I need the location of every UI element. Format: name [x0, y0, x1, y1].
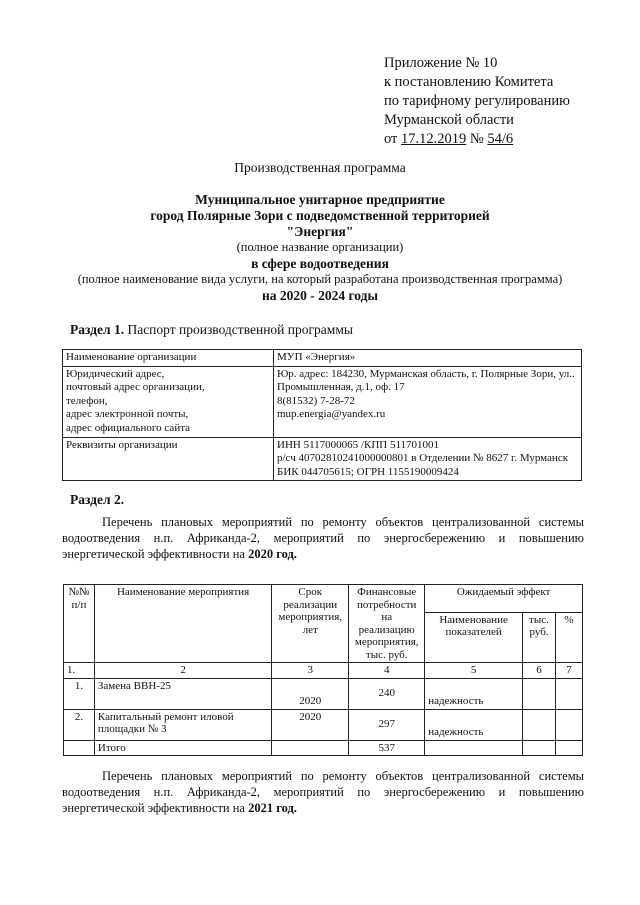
- row-num: 1.: [64, 678, 95, 709]
- passport-name: Юридический адрес, почтовый адрес организации, телефон, адрес электронной почты, адрес официального сайта: [63, 366, 274, 437]
- header-term: Срок реализации мероприятия, лет: [272, 585, 349, 663]
- table-header-row: [64, 585, 583, 613]
- row-rub: [523, 709, 556, 740]
- passport-value-line: БИК 044705615; ОГРН 1155190009424: [277, 465, 459, 478]
- header-indicator: Наименование показателей: [425, 612, 523, 662]
- section-1-heading: [70, 322, 353, 338]
- passport-value: [274, 437, 582, 481]
- passport-value-line: ИНН 5117000065 /КПП 511701001: [277, 438, 440, 451]
- annex-number: 54/6: [487, 131, 514, 147]
- passport-table: [62, 349, 582, 481]
- row-pct: [556, 678, 583, 709]
- table-total-row: [64, 740, 583, 756]
- doc-title: Производственная программа: [234, 160, 406, 175]
- paragraph-2021-text: Перечень плановых мероприятий по ремонту объектов централизованной системы водоотведения н.п. Африканда-2, мероприятий по энергосбережению и повышению энергетической эффективности на: [62, 769, 584, 815]
- plan-table-2020: [63, 584, 583, 756]
- paragraph-2020-year: 2020 год.: [248, 547, 297, 561]
- annex-date: 17.12.2019: [401, 131, 467, 147]
- col-number: 2: [94, 663, 271, 679]
- passport-value-line: 8(81532) 7-28-72: [277, 394, 355, 407]
- passport-value: [274, 366, 582, 437]
- passport-name: Реквизиты организации: [63, 437, 274, 481]
- passport-name: Наименование организации: [63, 350, 274, 367]
- period: на 2020 - 2024 годы: [261, 288, 379, 303]
- section-1-title: Паспорт производственной программы: [127, 322, 353, 337]
- annex-date-prefix: от: [384, 131, 398, 147]
- passport-value-line: mup.energia@yandex.ru: [277, 408, 386, 421]
- org-name-line-1: Муниципальное унитарное предприятие: [195, 192, 445, 207]
- row-name: Замена ВВН-25: [94, 678, 271, 709]
- col-number: 5: [425, 663, 523, 679]
- col-number: 1.: [64, 663, 95, 679]
- sphere: в сфере водоотведения: [251, 256, 389, 271]
- row-indicator: надежность: [425, 678, 523, 709]
- col-number: 7: [556, 663, 583, 679]
- total-label: Итого: [94, 740, 271, 756]
- total-pct: [556, 740, 583, 756]
- section-1-label: Раздел 1.: [70, 322, 125, 337]
- annex-block: [384, 54, 570, 149]
- total-indicator: [425, 740, 523, 756]
- table-row: [64, 678, 583, 709]
- table-row: [63, 350, 582, 367]
- org-name-line-2: город Полярные Зори с подведомственной территорией: [150, 208, 490, 223]
- header-thousand-rub: тыс. руб.: [523, 612, 556, 662]
- annex-line-4: Мурманской области: [384, 112, 514, 128]
- passport-value: [274, 350, 582, 367]
- row-finance: 297: [349, 709, 425, 740]
- row-finance: 240: [349, 678, 425, 709]
- total-num: [64, 740, 95, 756]
- annex-number-prefix: №: [469, 131, 484, 147]
- table-row: [63, 366, 582, 437]
- column-numbers-row: [64, 663, 583, 679]
- passport-value-line: Промышленная, д.1, оф. 17: [277, 381, 405, 394]
- org-caption: (полное название организации): [236, 240, 404, 254]
- paragraph-2020-text: Перечень плановых мероприятий по ремонту объектов централизованной системы водоотведения н.п. Африканда-2, мероприятий по энергосбережению и повышению энергетической эффективности на: [62, 515, 584, 561]
- row-rub: [523, 678, 556, 709]
- header-finance: Финансовые потребности на реализацию мероприятия, тыс. руб.: [349, 585, 425, 663]
- col-number: 3: [272, 663, 349, 679]
- passport-value-line: р/сч 40702810241000000801 в Отделении № 8627 г. Мурманск: [277, 452, 569, 465]
- row-term: 2020: [272, 678, 349, 709]
- total-rub: [523, 740, 556, 756]
- header-num: №№ п/п: [64, 585, 95, 663]
- annex-line-1: Приложение № 10: [384, 55, 498, 71]
- org-name-line-3: "Энергия": [286, 224, 354, 239]
- annex-line-2: к постановлению Комитета: [384, 74, 554, 90]
- passport-value-line: Юр. адрес: 184230, Мурманская область, г. Полярные Зори, ул..: [277, 367, 575, 380]
- paragraph-2021-year: 2021 год.: [248, 801, 297, 815]
- sphere-caption: (полное наименование вида услуги, на который разработана производственная программа): [77, 272, 563, 286]
- row-num: 2.: [64, 709, 95, 740]
- row-pct: [556, 709, 583, 740]
- row-term: 2020: [272, 709, 349, 740]
- col-number: 6: [523, 663, 556, 679]
- total-term: [272, 740, 349, 756]
- header-effect: Ожидаемый эффект: [425, 585, 583, 613]
- section-2-label: Раздел 2.: [70, 492, 125, 507]
- annex-line-3: по тарифному регулированию: [384, 93, 570, 109]
- paragraph-2020: [62, 514, 584, 562]
- annex-date-line: [384, 130, 570, 149]
- col-number: 4: [349, 663, 425, 679]
- row-name: Капитальный ремонт иловой площадки № 3: [94, 709, 271, 740]
- header-name: Наименование мероприятия: [94, 585, 271, 663]
- header-percent: %: [556, 612, 583, 662]
- row-indicator: надежность: [425, 709, 523, 740]
- table-row: [63, 437, 582, 481]
- passport-value-line: МУП «Энергия»: [277, 351, 356, 363]
- paragraph-2021: [62, 768, 584, 816]
- total-finance: 537: [349, 740, 425, 756]
- table-row: [64, 709, 583, 740]
